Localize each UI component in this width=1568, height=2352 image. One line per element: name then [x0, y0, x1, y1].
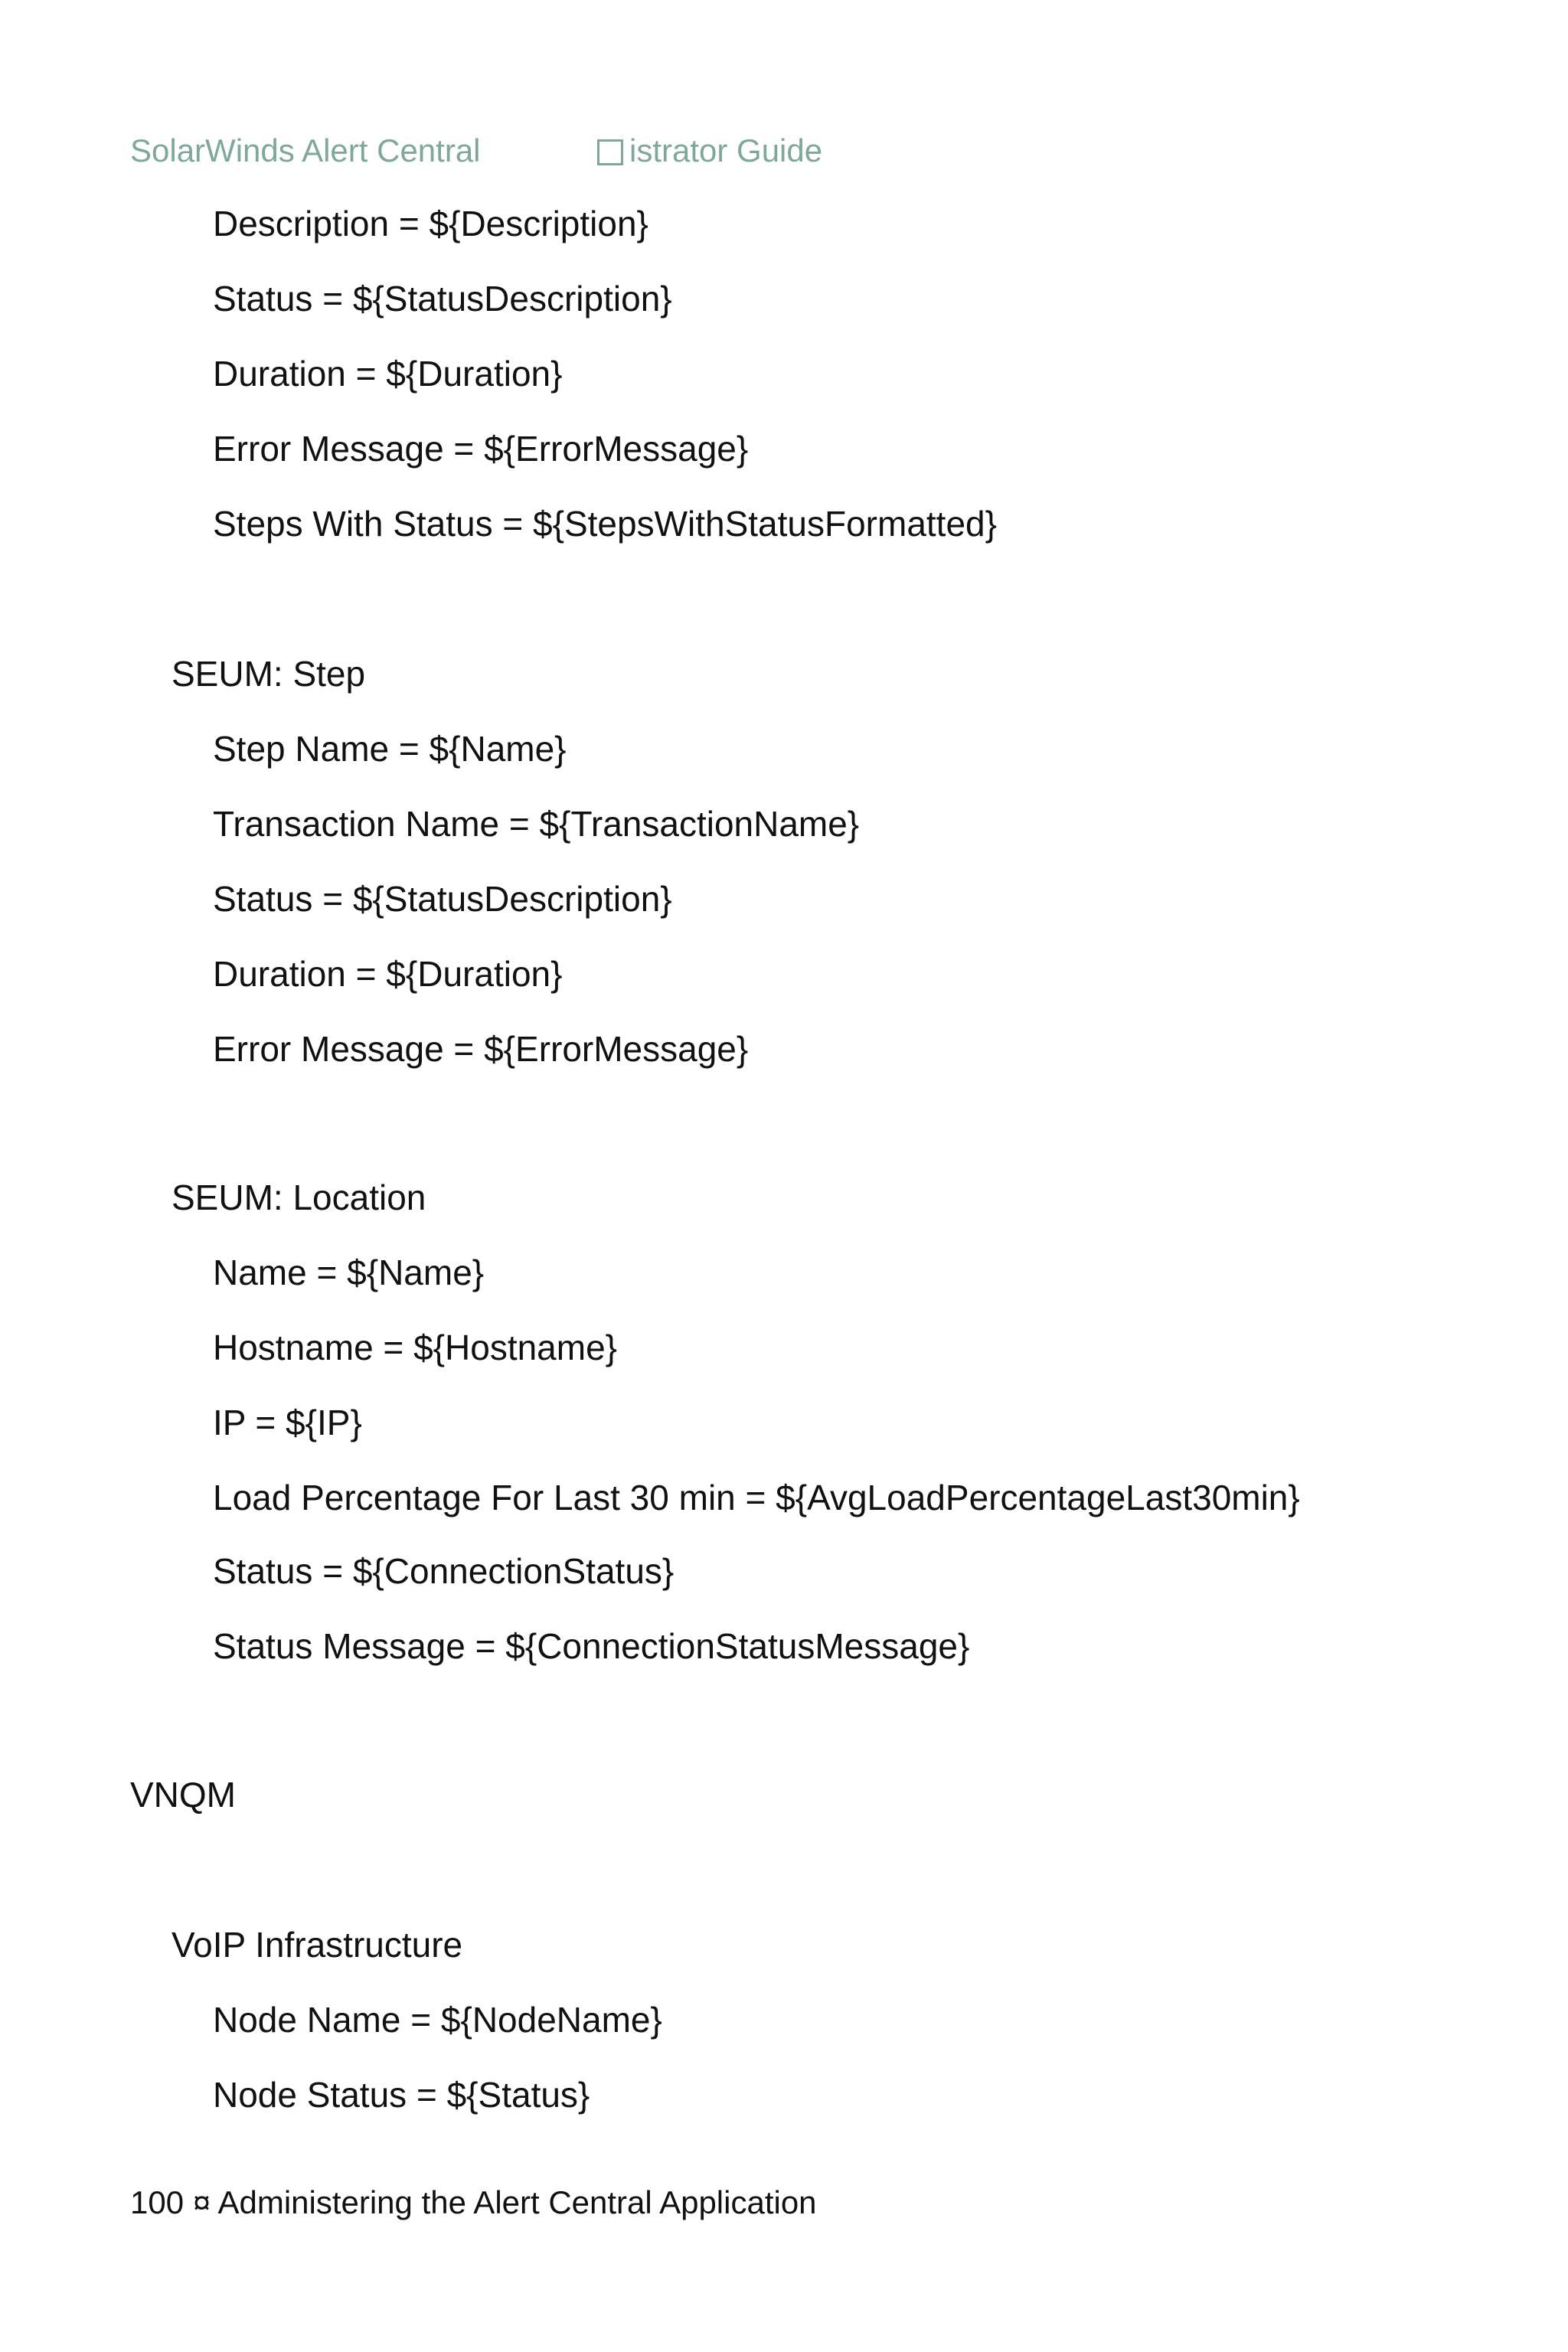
- field-line-error-message: Error Message = ${ErrorMessage}: [213, 429, 749, 469]
- missing-glyph-icon: [597, 139, 623, 165]
- field-line-step-error-message: Error Message = ${ErrorMessage}: [213, 1029, 749, 1069]
- field-line-transaction-name: Transaction Name = ${TransactionName}: [213, 804, 860, 844]
- section-heading-vnqm: VNQM: [130, 1775, 236, 1815]
- field-line-node-name: Node Name = ${NodeName}: [213, 2000, 662, 2040]
- field-line-connection-status-message: Status Message = ${ConnectionStatusMessage}: [213, 1626, 970, 1666]
- field-line-hostname: Hostname = ${Hostname}: [213, 1328, 618, 1367]
- field-line-status: Status = ${StatusDescription}: [213, 279, 672, 318]
- field-line-step-duration: Duration = ${Duration}: [213, 954, 563, 994]
- field-line-duration: Duration = ${Duration}: [213, 354, 563, 394]
- header-guide-title-text: istrator Guide: [629, 132, 823, 168]
- field-line-step-name: Step Name = ${Name}: [213, 729, 567, 769]
- field-line-node-status: Node Status = ${Status}: [213, 2075, 590, 2115]
- section-heading-seum-step: SEUM: Step: [172, 654, 366, 694]
- section-heading-voip-infrastructure: VoIP Infrastructure: [172, 1925, 463, 1965]
- page-footer: 100 ¤ Administering the Alert Central Application: [130, 2184, 817, 2220]
- field-line-description: Description = ${Description}: [213, 204, 648, 243]
- page-header: [0, 0, 1568, 199]
- field-line-ip: IP = ${IP}: [213, 1403, 362, 1442]
- section-heading-seum-location: SEUM: Location: [172, 1178, 426, 1217]
- header-guide-title: [597, 132, 822, 170]
- field-line-connection-status: Status = ${ConnectionStatus}: [213, 1551, 675, 1591]
- field-line-location-name: Name = ${Name}: [213, 1253, 485, 1292]
- header-product-name: SolarWinds Alert Central: [130, 132, 481, 168]
- field-line-load-percentage: Load Percentage For Last 30 min = ${AvgLoadPercentageLast30min}: [213, 1478, 1300, 1517]
- field-line-step-status: Status = ${StatusDescription}: [213, 879, 672, 919]
- field-line-steps-with-status: Steps With Status = ${StepsWithStatusFormatted}: [213, 504, 997, 544]
